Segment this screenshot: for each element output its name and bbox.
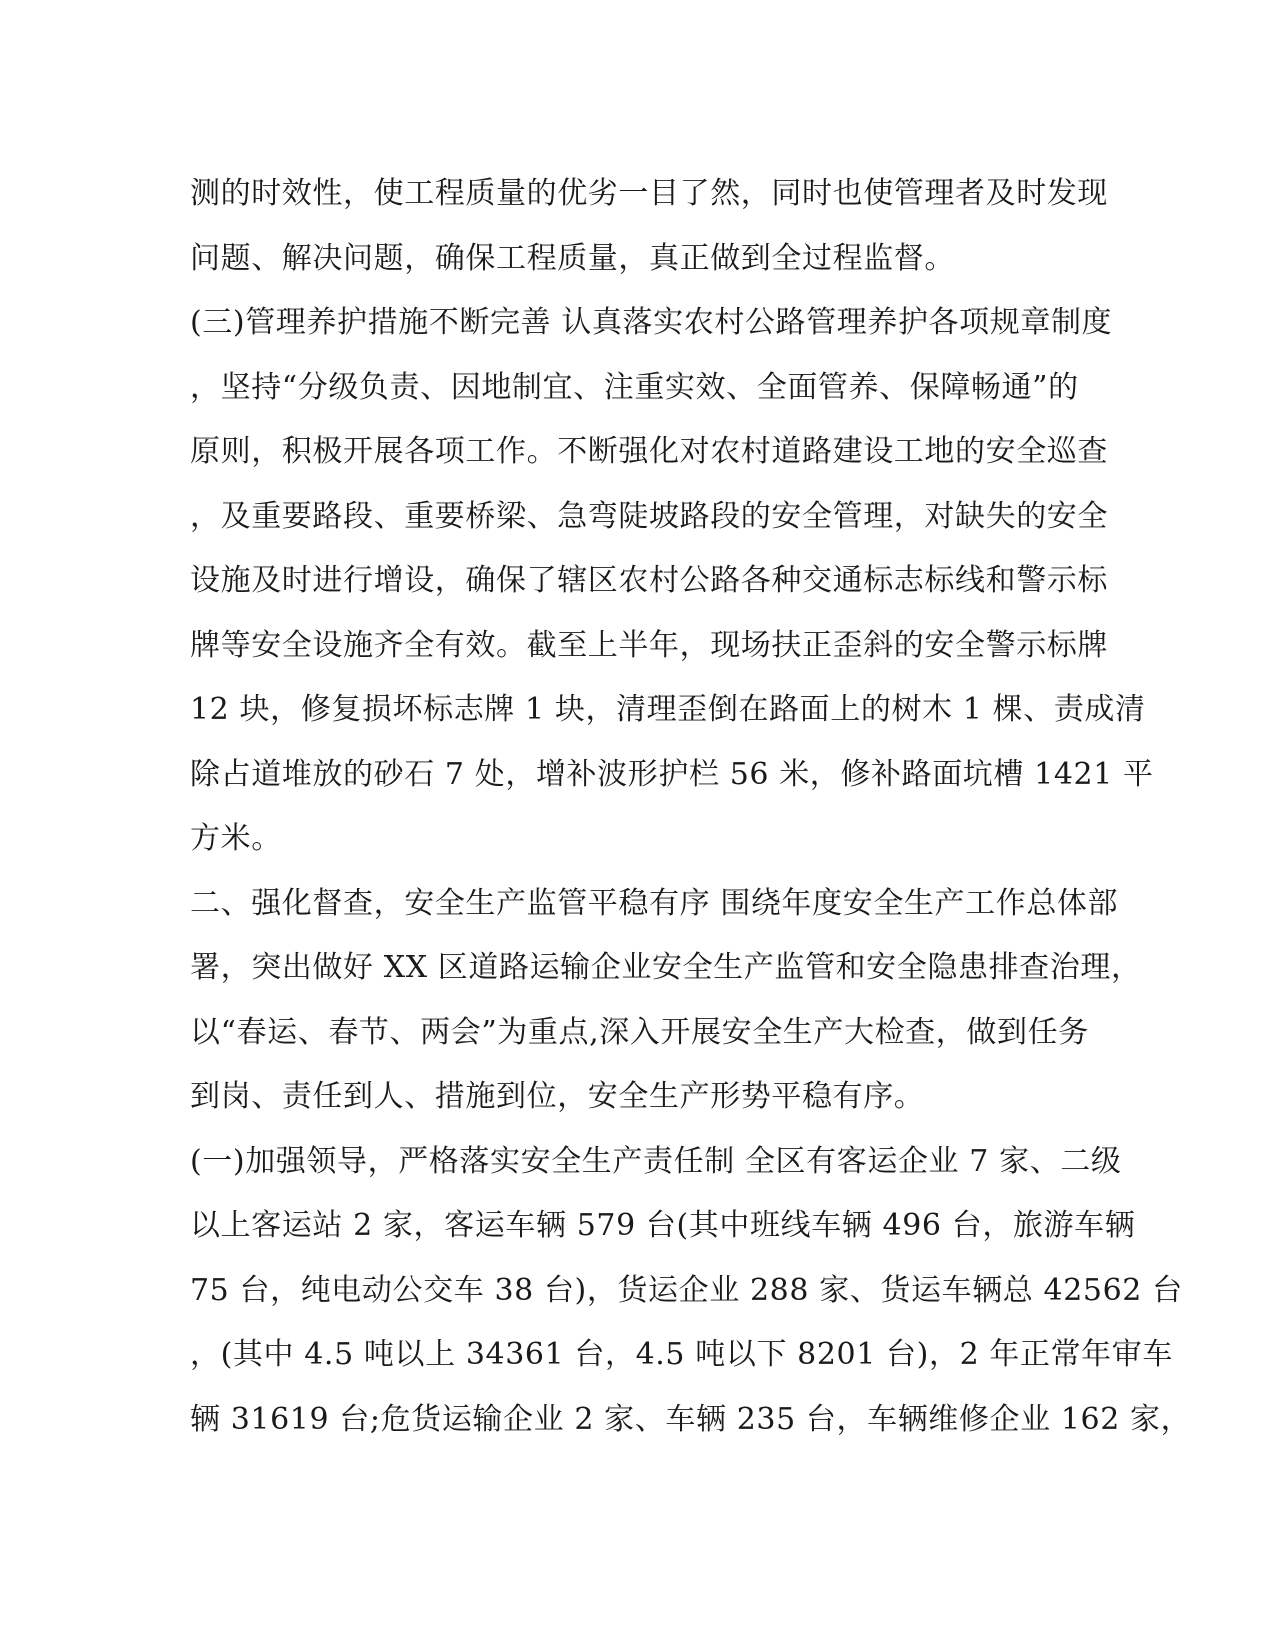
text-line: 以“春运、春节、两会”为重点,深入开展安全生产大检查，做到任务 <box>190 1014 1089 1050</box>
text-line: 除占道堆放的砂石 7 处，增补波形护栏 56 米，修补路面坑槽 1421 平 <box>190 756 1154 792</box>
text-line: 测的时效性，使工程质量的优劣一目了然，同时也使管理者及时发现 <box>190 176 1108 211</box>
text-line: 以上客运站 2 家，客运车辆 579 台(其中班线车辆 496 台，旅游车辆 <box>190 1208 1136 1243</box>
text-line: 原则，积极开展各项工作。不断强化对农村道路建设工地的安全巡查 <box>190 434 1108 469</box>
text-line: ，及重要路段、重要桥梁、急弯陡坡路段的安全管理，对缺失的安全 <box>190 498 1108 534</box>
text-line: ，坚持“分级负责、因地制宜、注重实效、全面管养、保障畅通”的 <box>190 369 1079 405</box>
text-line: 设施及时进行增设，确保了辖区农村公路各种交通标志标线和警示标 <box>190 563 1108 598</box>
text-line: 12 块，修复损坏标志牌 1 块，清理歪倒在路面上的树木 1 棵、责成清 <box>190 692 1146 727</box>
text-line: 牌等安全设施齐全有效。截至上半年，现场扶正歪斜的安全警示标牌 <box>190 627 1108 663</box>
text-line: 问题、解决问题，确保工程质量，真正做到全过程监督。 <box>190 240 955 276</box>
text-line: 署，突出做好 XX 区道路运输企业安全生产监管和安全隐患排查治理， <box>190 950 1142 985</box>
text-line: 到岗、责任到人、措施到位，安全生产形势平稳有序。 <box>190 1079 925 1114</box>
text-line: 75 台，纯电动公交车 38 台)，货运企业 288 家、货运车辆总 42562 台 <box>190 1272 1183 1308</box>
text-line: ，(其中 4.5 吨以上 34361 台，4.5 吨以下 8201 台)，2 年正常年审车 <box>190 1337 1173 1372</box>
text-line: 二、强化督查，安全生产监管平稳有序 围绕年度安全生产工作总体部 <box>190 885 1119 921</box>
body-text <box>190 162 1192 1452</box>
text-line: (一)加强领导，严格落实安全生产责任制 全区有客运企业 7 家、二级 <box>190 1143 1122 1179</box>
text-line: (三)管理养护措施不断完善 认真落实农村公路管理养护各项规章制度 <box>190 305 1113 340</box>
text-line: 方米。 <box>190 821 282 856</box>
text-line: 辆 31619 台;危货运输企业 2 家、车辆 235 台，车辆维修企业 162 家， <box>190 1401 1192 1437</box>
